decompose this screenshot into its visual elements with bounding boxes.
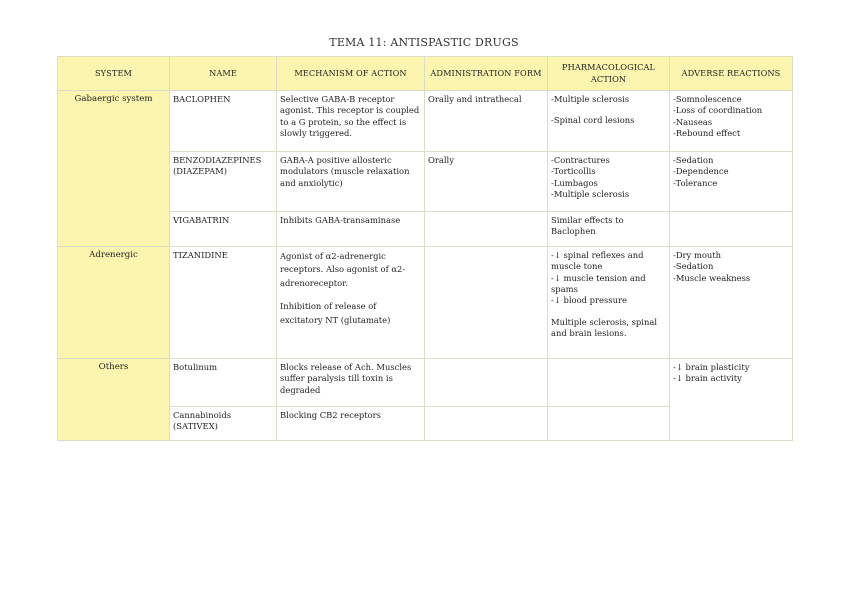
header-administration: ADMINISTRATION FORM — [425, 57, 548, 91]
drug-name: BENZODIAZEPINES (DIAZEPAM) — [170, 152, 277, 212]
antispastic-drugs-table — [57, 56, 793, 441]
group-gabaergic: Gabaergic system — [58, 91, 170, 247]
drug-name: Cannabinoids (SATIVEX) — [170, 407, 277, 441]
drug-adverse: -Sedation -Dependence -Tolerance — [670, 152, 793, 212]
action-item: -Multiple sclerosis — [551, 94, 630, 104]
table-row — [58, 91, 793, 152]
table-row — [58, 359, 793, 407]
drug-name: Botulinum — [170, 359, 277, 407]
drug-adverse — [670, 212, 793, 247]
header-pharmacological-action: PHARMACOLOGICAL ACTION — [548, 57, 670, 91]
drug-adverse: -↓ brain plasticity -↓ brain activity — [670, 359, 793, 441]
drug-administration: Orally and intrathecal — [425, 91, 548, 152]
action-item: Multiple sclerosis, spinal and brain lesions. — [551, 316, 658, 339]
drug-mechanism: Selective GABA-B receptor agonist. This receptor is coupled to a G protein, so the effect is slowly triggered. — [277, 91, 425, 152]
header-name: NAME — [170, 57, 277, 91]
group-others: Others — [58, 359, 170, 441]
drug-administration — [425, 359, 548, 407]
group-adrenergic: Adrenergic — [58, 247, 170, 359]
drug-action — [548, 407, 670, 441]
drug-action: Similar effects to Baclophen — [548, 212, 670, 247]
drug-adverse: -Somnolescence -Loss of coordination -Nauseas -Rebound effect — [670, 91, 793, 152]
header-row — [58, 57, 793, 91]
drug-mechanism: Blocks release of Ach. Muscles suffer paralysis till toxin is degraded — [277, 359, 425, 407]
header-mechanism: MECHANISM OF ACTION — [277, 57, 425, 91]
table-row — [58, 247, 793, 359]
drug-name: TIZANIDINE — [170, 247, 277, 359]
drug-name: BACLOPHEN — [170, 91, 277, 152]
drug-action — [548, 91, 670, 152]
mechanism-item: Inhibition of release of excitatory NT (glutamate) — [280, 301, 391, 325]
drug-mechanism: GABA-A positive allosteric modulators (muscle relaxation and anxiolytic) — [277, 152, 425, 212]
header-system: SYSTEM — [58, 57, 170, 91]
drug-administration: Orally — [425, 152, 548, 212]
action-item: -Spinal cord lesions — [551, 115, 635, 126]
drug-action: -Contractures -Torticollis -Lumbagos -Multiple sclerosis — [548, 152, 670, 212]
drug-action — [548, 247, 670, 359]
drug-mechanism: Blocking CB2 receptors — [277, 407, 425, 441]
page-title: TEMA 11: ANTISPASTIC DRUGS — [329, 36, 519, 49]
action-item: -↓ spinal reflexes and muscle tone -↓ muscle tension and spams -↓ blood pressure — [551, 250, 646, 306]
drug-mechanism: Inhibits GABA-transaminase — [277, 212, 425, 247]
drug-mechanism — [277, 247, 425, 359]
mechanism-item: Agonist of α2-adrenergic receptors. Also agonist of α2-adrenoreceptor. — [280, 251, 406, 288]
drug-action — [548, 359, 670, 407]
drug-administration — [425, 247, 548, 359]
drug-administration — [425, 212, 548, 247]
header-adverse-reactions: ADVERSE REACTIONS — [670, 57, 793, 91]
drug-administration — [425, 407, 548, 441]
drug-adverse: -Dry mouth -Sedation -Muscle weakness — [670, 247, 793, 359]
drug-name: VIGABATRIN — [170, 212, 277, 247]
